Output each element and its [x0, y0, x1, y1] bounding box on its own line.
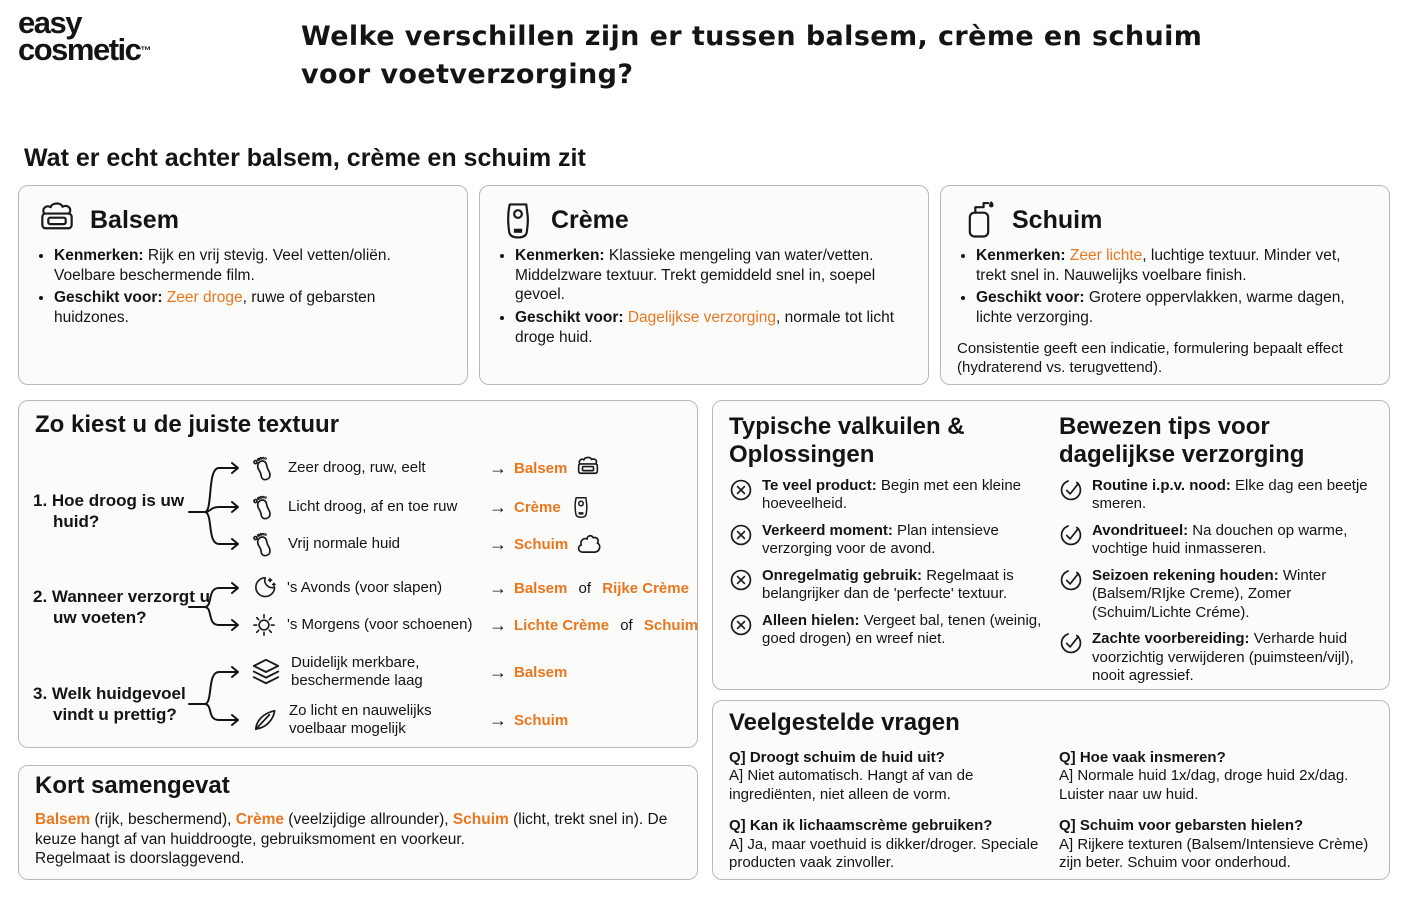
sun-icon: [251, 612, 277, 638]
tip-item: Seizoen rekening houden: Winter (Balsem/RIjke Creme), Zomer (Schuim/Lichte Créme).: [1059, 567, 1375, 622]
card-bullet: • Kenmerken: Klassieke mengeling van water/vetten. Middelzware textuur. Trekt gemiddeld snel in, soepel gevoel.: [515, 246, 912, 305]
right-arrow: →: [489, 533, 507, 554]
card-title: Balsem: [90, 205, 179, 234]
summary-panel: [18, 765, 698, 880]
check-circle-icon: [1059, 568, 1083, 592]
texture-chooser-panel: [18, 400, 698, 748]
branch-licht-droog: Licht droog, af en toe ruw: [251, 494, 457, 520]
feather-icon: [251, 706, 279, 734]
faq-item: Q] Droogt schuim de huid uit? A] Niet automatisch. Hangt af van de ingrediënten, niet alleen de vorm.: [729, 749, 974, 803]
product-cards-row: [18, 185, 1390, 385]
tips-list: [1059, 477, 1375, 693]
jar-icon: [574, 454, 602, 482]
right-arrow: →: [489, 614, 507, 635]
tip-item: Avondritueel: Na douchen op warme, vochtige huid inmasseren.: [1059, 522, 1375, 559]
brand-line1: easy: [18, 5, 81, 40]
page-title: [301, 18, 1221, 94]
pitfall-item: Alleen hielen: Vergeet bal, tenen (weinig, goed drogen) en wreef niet.: [729, 612, 1045, 649]
branch-morgens: 's Morgens (voor schoenen): [251, 612, 472, 638]
section-heading: Wat er echt achter balsem, crème en schuim zit: [24, 144, 586, 172]
question-1: 1. Hoe droog is uw huid?: [33, 491, 185, 531]
card-footnote: Consistentie geeft een indicatie, formulering bepaalt effect (hydraterend vs. terugvettend).: [957, 339, 1343, 376]
tip-item: Zachte voorbereiding: Verharde huid voorzichtig verwijderen (puimsteen/vijl), nooit agressief.: [1059, 630, 1375, 685]
page-title-line2: voor voetverzorging?: [301, 59, 634, 90]
card-balsem: [18, 185, 468, 385]
faq-item: Q] Kan ik lichaamscrème gebruiken? A] Ja, maar voethuid is dikker/droger. Speciale producten vaak zinvoller.: [729, 817, 1039, 872]
summary-title: Kort samengevat: [35, 772, 230, 799]
tube-icon: [496, 198, 540, 242]
card-creme: [479, 185, 929, 385]
card-schuim: [940, 185, 1390, 385]
pitfalls-list: [729, 477, 1045, 657]
question-2: 2. Wanneer verzorgt u uw voeten?: [33, 587, 210, 627]
card-bullet: • Geschikt voor: Dagelijkse verzorging, normale tot licht droge huid.: [515, 308, 912, 347]
x-circle-icon: [729, 523, 753, 547]
foot-icon: [251, 494, 278, 521]
layers-icon: [251, 657, 281, 687]
foot-icon: [251, 531, 278, 558]
page-title-line1: Welke verschillen zijn er tussen balsem, crème en schuim: [301, 21, 1203, 52]
branch-connector-q2: [187, 575, 255, 639]
x-circle-icon: [729, 568, 753, 592]
branch-connector-q3: [187, 653, 255, 739]
pitfall-item: Onregelmatig gebruik: Regelmaat is belangrijker dan de 'perfecte' textuur.: [729, 567, 1045, 604]
x-circle-icon: [729, 613, 753, 637]
brand-logo: [18, 5, 152, 67]
card-bullet: • Kenmerken: Zeer lichte, luchtige textuur. Minder vet, trekt snel in. Nauwelijks voelbare finish.: [976, 246, 1373, 285]
card-bullet: • Geschikt voor: Zeer droge, ruwe of gebarsten huidzones.: [54, 288, 451, 327]
result-balsem: → Balsem: [489, 455, 602, 481]
right-arrow: →: [489, 496, 507, 517]
check-circle-icon: [1059, 631, 1083, 655]
faq-item: Q] Schuim voor gebarsten hielen? A] Rijkere texturen (Balsem/Intensieve Crème) zijn beter. Schuim voor onderhoud.: [1059, 817, 1369, 872]
pitfalls-title: Typische valkuilen & Oplossingen: [729, 413, 965, 468]
right-arrow: →: [489, 577, 507, 598]
branch-beschermende-laag: Duidelijk merkbare, beschermende laag: [251, 653, 463, 691]
trademark-symbol: ™: [140, 44, 152, 57]
pitfall-item: Verkeerd moment: Plan intensieve verzorging voor de avond.: [729, 522, 1045, 559]
result-schuim-2: → Schuim: [489, 709, 569, 730]
card-bullet: • Geschikt voor: Grotere oppervlakken, warme dagen, lichte verzorging.: [976, 288, 1373, 327]
tip-item: Routine i.p.v. nood: Elke dag een beetje smeren.: [1059, 477, 1375, 514]
result-balsem-2: → Balsem: [489, 661, 568, 682]
tips-title: Bewezen tips voor dagelijkse verzorging: [1059, 413, 1305, 468]
result-balsem-rijke-creme: → Balsem of Rijke Crème: [489, 577, 689, 598]
brand-line2: cosmetic™: [18, 31, 152, 67]
right-arrow: →: [489, 709, 507, 730]
pump-bottle-icon: [957, 198, 1001, 242]
result-creme: → Crème: [489, 494, 594, 520]
foam-icon: [575, 531, 602, 558]
moon-icon: [251, 575, 277, 601]
tube-icon: [568, 494, 594, 520]
branch-normale-huid: Vrij normale huid: [251, 531, 400, 557]
faq-item: Q] Hoe vaak insmeren? A] Normale huid 1x/dag, droge huid 2x/dag. Luister naar uw huid.: [1059, 749, 1349, 803]
jar-icon: [35, 198, 79, 242]
faq-column-2: [1059, 749, 1383, 873]
x-circle-icon: [729, 478, 753, 502]
card-bullet: • Kenmerken: Rijk en vrij stevig. Veel vetten/oliën. Voelbare beschermende film.: [54, 246, 451, 285]
check-circle-icon: [1059, 478, 1083, 502]
branch-avonds: 's Avonds (voor slapen): [251, 575, 442, 601]
pitfall-item: Te veel product: Begin met een kleine hoeveelheid.: [729, 477, 1045, 514]
question-3: 3. Welk huidgevoel vindt u prettig?: [33, 684, 186, 724]
summary-last-line: Regelmaat is doorslaggevend.: [35, 850, 245, 868]
right-arrow: →: [489, 457, 507, 478]
card-title: Schuim: [1012, 205, 1103, 234]
branch-zeer-droog: Zeer droog, ruw, eelt: [251, 455, 426, 481]
result-schuim: → Schuim: [489, 531, 602, 557]
pitfalls-tips-panel: [712, 400, 1390, 690]
flow-title: Zo kiest u de juiste textuur: [35, 411, 340, 438]
summary-body: Balsem (rijk, beschermend), Crème (veelzijdige allrounder), Schuim (licht, trekt snel in). De keuze hangt af van huiddroogte, gebruiksmoment en voorkeur. Regelmaat is doorslaggevend.: [35, 810, 687, 869]
faq-column-1: [729, 749, 1041, 873]
right-arrow: →: [489, 661, 507, 682]
check-circle-icon: [1059, 523, 1083, 547]
branch-licht-voelbaar: Zo licht en nauwelijks voelbaar mogelijk: [251, 701, 461, 739]
faq-title: Veelgestelde vragen: [729, 709, 960, 736]
branch-connector-q1: [187, 455, 255, 557]
faq-panel: [712, 700, 1390, 880]
result-lichte-creme-schuim: → Lichte Crème of Schuim: [489, 614, 699, 635]
card-title: Crème: [551, 205, 629, 234]
foot-icon: [251, 455, 278, 482]
